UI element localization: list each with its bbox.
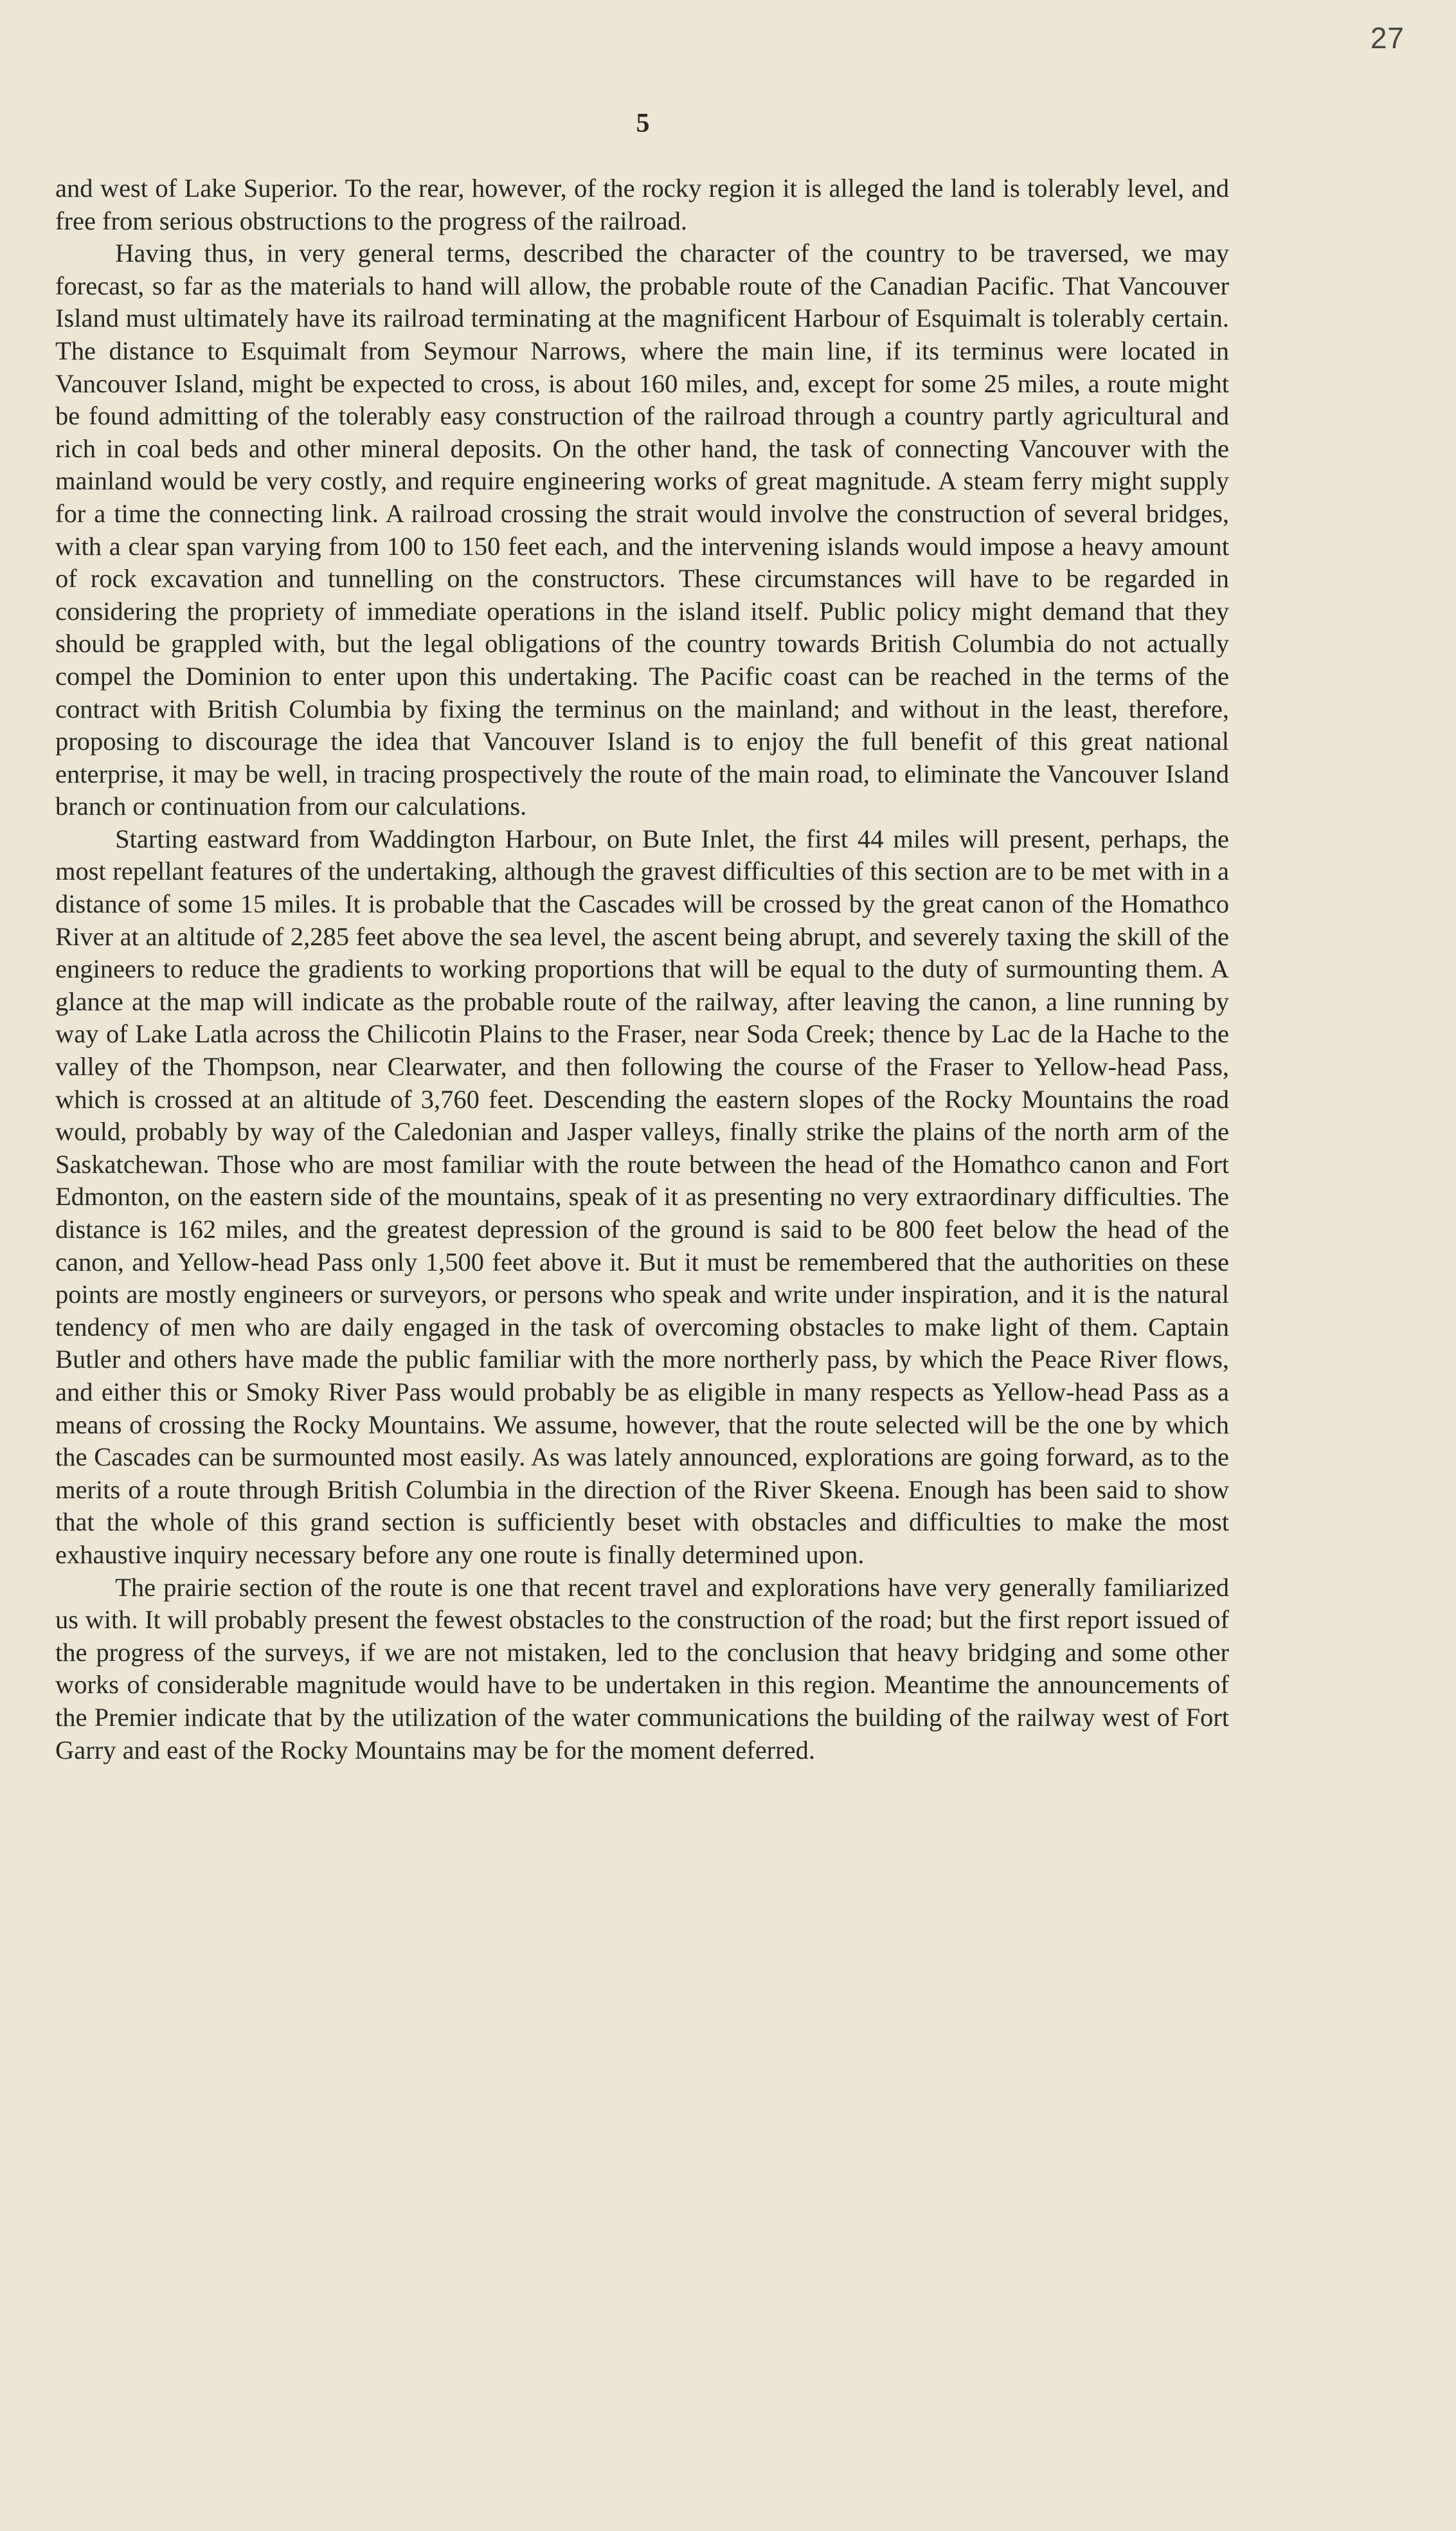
- page-number: 5: [636, 109, 650, 138]
- paragraph-4: The prairie section of the route is one that recent travel and explorations have very generally familiarized us with. It will probably present the fewest obstacles to the construction of the road; but the first report issued of the progress of the surveys, if we are not mistaken, led to the conclusion that heavy bridging and some other works of considerable magnitude would have to be undertaken in this region. Meantime the announcements of the Premier indicate that by the utilization of the water communications the building of the railway west of Fort Garry and east of the Rocky Mountains may be for the moment deferred.: [55, 1572, 1229, 1764]
- paragraph-2: Having thus, in very general terms, described the character of the country to be traversed, we may forecast, so far as the materials to hand will allow, the probable route of the Canadian Pacific. That Vancouver Island must ultimately have its railroad terminating at the magnificent Harbour of Esquimalt is tolerably certain. The distance to Esquimalt from Seymour Narrows, where the main line, if its terminus were located in Vancouver Island, might be expected to cross, is about 160 miles, and, except for some 25 miles, a route might be found admitting of the tolerably easy construction of the railroad through a country partly agricultural and rich in coal beds and other mineral deposits. On the other hand, the task of connecting Vancouver with the mainland would be very costly, and require engineering works of great magnitude. A steam ferry might supply for a time the connecting link. A railroad crossing the strait would involve the construction of several bridges, with a clear span varying from 100 to 150 feet each, and the intervening islands would impose a heavy amount of rock excavation and tunnelling on the constructors. These circumstances will have to be regarded in considering the propriety of immediate operations in the island itself. Public policy might demand that they should be grappled with, but the legal obligations of the country towards British Columbia do not actually compel the Dominion to enter upon this undertaking. The Pacific coast can be reached in the terms of the contract with British Columbia by fixing the terminus on the mainland; and without in the least, therefore, proposing to discourage the idea that Vancouver Island is to enjoy the full benefit of this great national enterprise, it may be well, in tracing prospectively the route of the main road, to eliminate the Vancouver Island branch or continuation from our calculations.: [55, 239, 1229, 821]
- paragraph-1: and west of Lake Superior. To the rear, however, of the rocky region it is alleged the land is tolerably level, and free from serious obstructions to the progress of the railroad.: [55, 174, 1229, 235]
- paragraph-3: Starting eastward from Waddington Harbour, on Bute Inlet, the first 44 miles will present, perhaps, the most repellant features of the undertaking, although the gravest difficulties of this section are to be met with in a distance of some 15 miles. It is probable that the Cascades will be crossed by the great canon of the Homathco River at an altitude of 2,285 feet above the sea level, the ascent being abrupt, and severely taxing the skill of the engineers to reduce the gradients to working proportions that will be equal to the duty of surmounting them. A glance at the map will indicate as the probable route of the railway, after leaving the canon, a line running by way of Lake Latla across the Chilicotin Plains to the Fraser, near Soda Creek; thence by Lac de la Hache to the valley of the Thompson, near Clearwater, and then following the course of the Fraser to Yellow-head Pass, which is crossed at an altitude of 3,760 feet. Descending the eastern slopes of the Rocky Mountains the road would, probably by way of the Caledonian and Jasper valleys, finally strike the plains of the north arm of the Saskatchewan. Those who are most familiar with the route between the head of the Homathco canon and Fort Edmonton, on the eastern side of the mountains, speak of it as presenting no very extraordinary difficulties. The distance is 162 miles, and the greatest depression of the ground is said to be 800 feet below the head of the canon, and Yellow-head Pass only 1,500 feet above it. But it must be remembered that the authorities on these points are mostly engineers or surveyors, or persons who speak and write under inspiration, and it is the natural tendency of men who are daily engaged in the task of overcoming obstacles to make light of them. Captain Butler and others have made the public familiar with the more northerly pass, by which the Peace River flows, and either this or Smoky River Pass would probably be as eligible in many respects as Yellow-head Pass as a means of crossing the Rocky Mountains. We assume, however, that the route selected will be the one by which the Cascades can be surmounted most easily. As was lately announced, explorations are going forward, as to the merits of a route through British Columbia in the direction of the River Skeena. Enough has been said to show that the whole of this grand section is sufficiently beset with obstacles and difficulties to make the most exhaustive inquiry necessary before any one route is finally determined upon.: [55, 824, 1229, 1569]
- archive-page-number: 27: [1370, 21, 1405, 55]
- body-text: [55, 172, 1229, 1766]
